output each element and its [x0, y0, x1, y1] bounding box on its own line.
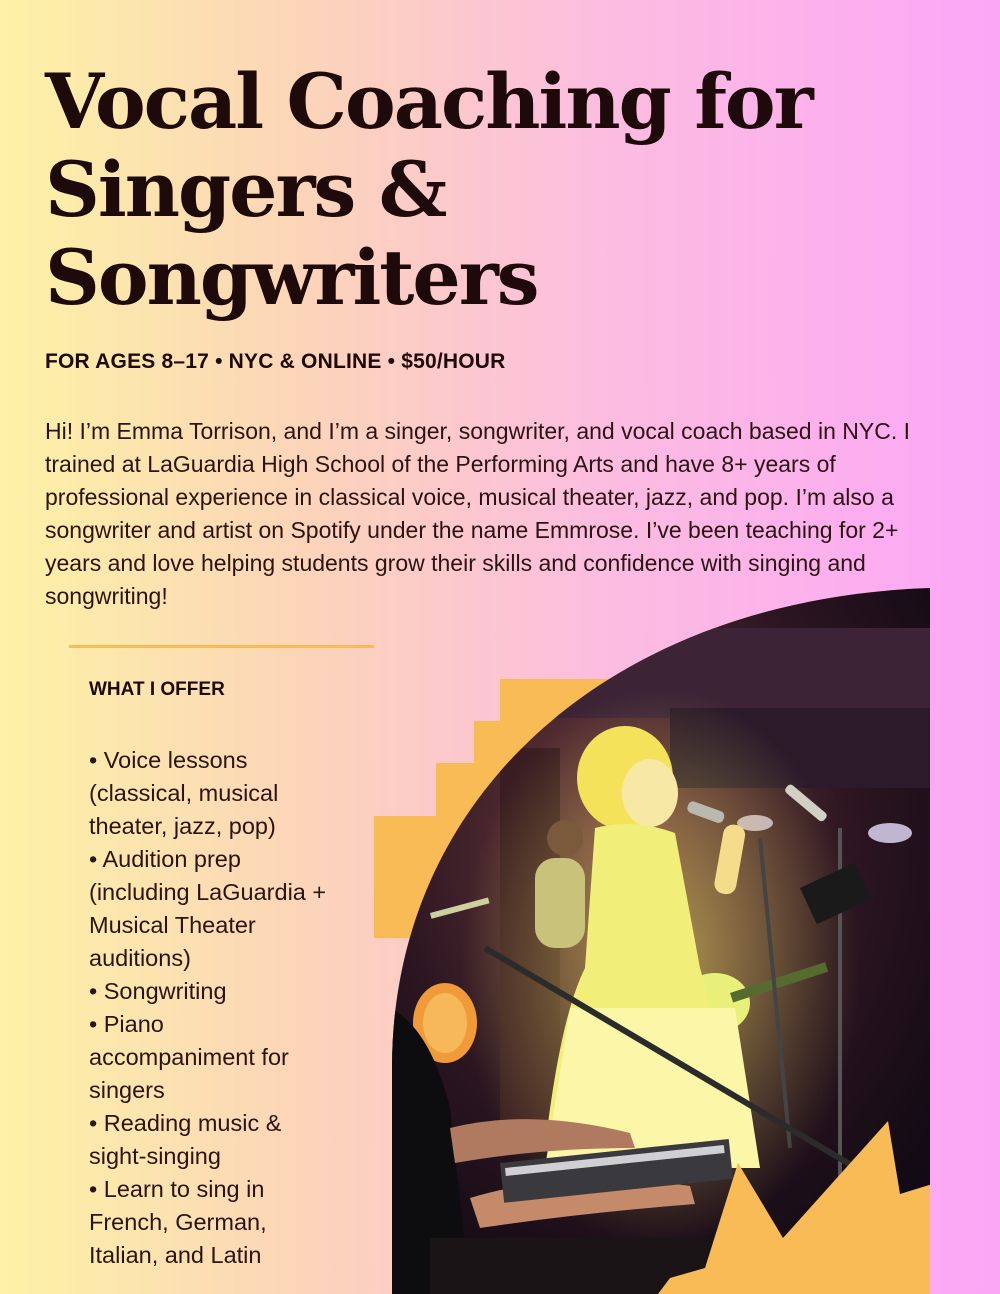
performance-photo [370, 588, 930, 1294]
offer-heading: WHAT I OFFER [89, 679, 225, 700]
offer-list: • Voice lessons (classical, musical theater, jazz, pop) • Audition prep (including LaGuardia + Musical Theater auditions) • Songwriting • Piano accompaniment for singers • Reading music & sight-singing • Learn to sing in French, German, Italian, and Latin [89, 747, 327, 1268]
subtitle-details: FOR AGES 8–17 • NYC & ONLINE • $50/HOUR [45, 350, 506, 373]
section-divider [69, 645, 374, 648]
page-title: Vocal Coaching for Singers & Songwriters [45, 57, 812, 322]
intro-paragraph: Hi! I’m Emma Torrison, and I’m a singer, songwriter, and vocal coach based in NYC. I trained at LaGuardia High School of the Performing Arts and have 8+ years of professional experience in classical voice, musical theater, jazz, and pop. I’m also a songwriter and artist on Spotify under the name Emmrose. I’ve been teaching for 2+ years and love helping students grow their skills and confidence with singing and songwriting! [45, 418, 911, 609]
performance-photo-illustration [370, 588, 930, 1294]
